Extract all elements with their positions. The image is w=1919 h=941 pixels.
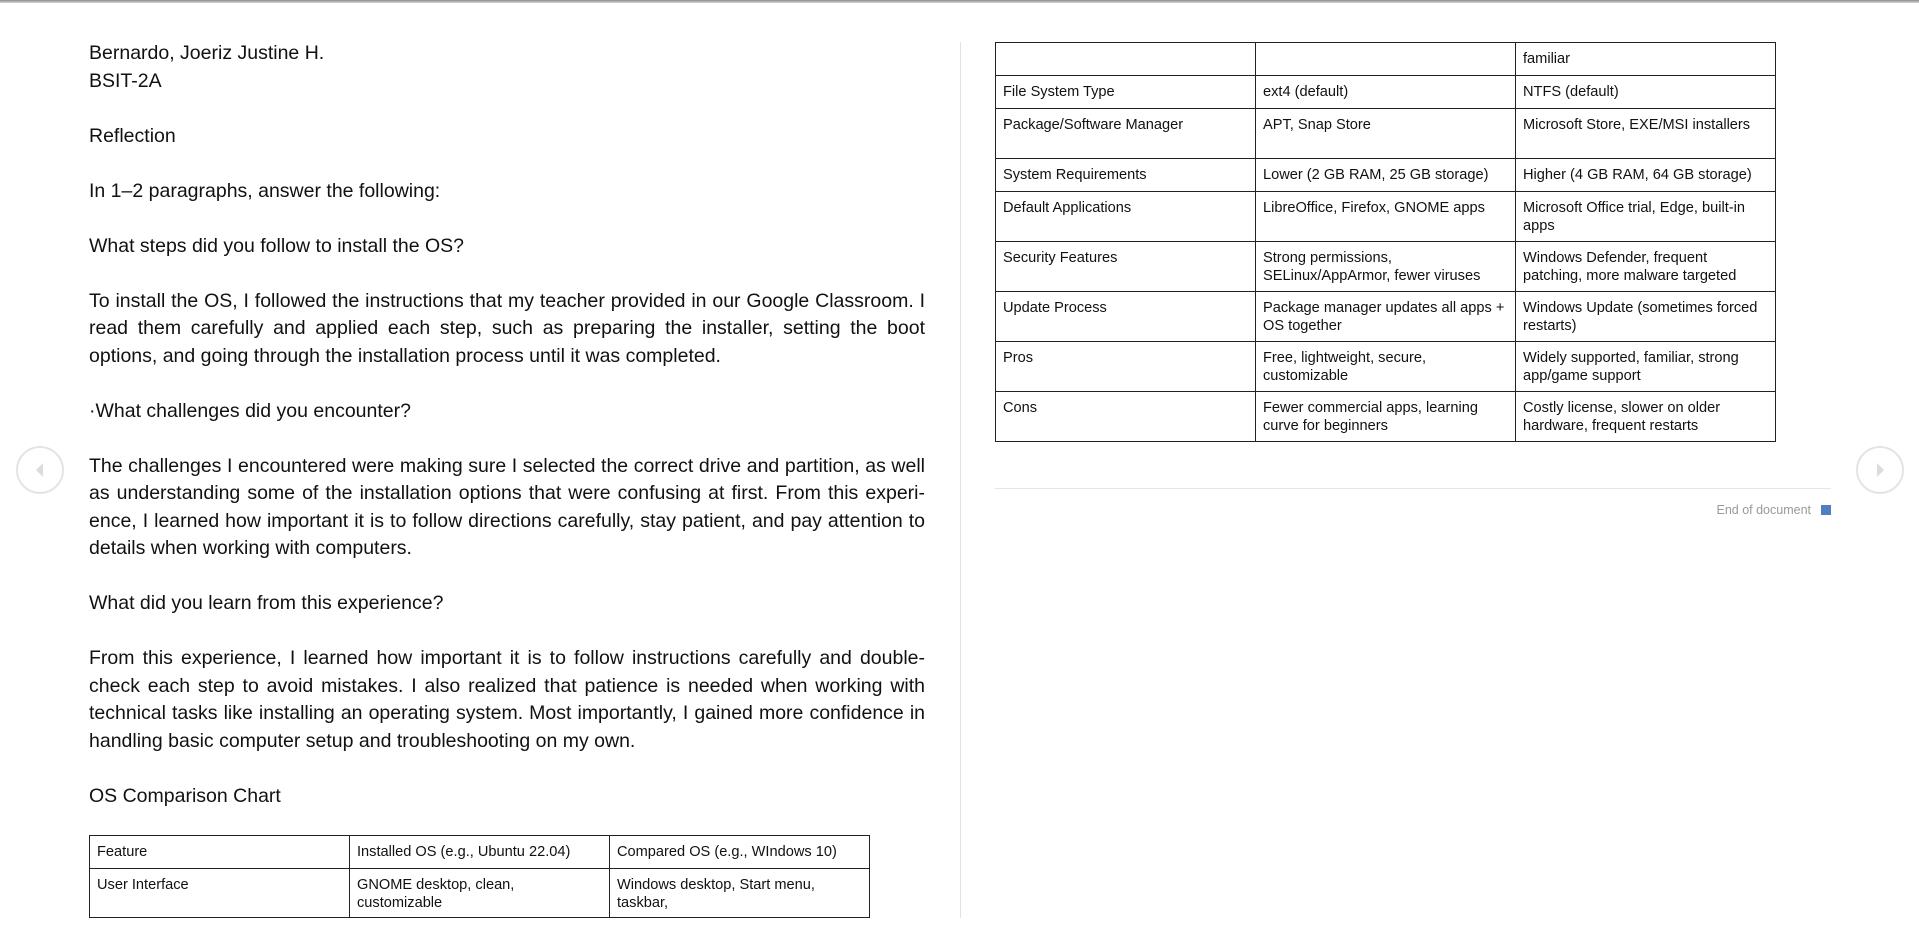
section-label: BSIT-2A: [89, 69, 162, 92]
table-cell: Lower (2 GB RAM, 25 GB storage): [1256, 159, 1516, 192]
answer-3: From this experience, I learned how important it is to follow instructions carefully and double-check each step to avoid mistakes. I also realized that patience is needed when working with technical tasks like installing an operating system. Most importantly, I gained more confidence in handling basic computer setup and troubleshooting on my own.: [89, 647, 925, 752]
table-cell: Microsoft Office trial, Edge, built-in apps: [1516, 192, 1776, 242]
table-cell: familiar: [1516, 43, 1776, 76]
end-of-document-label: End of document: [1716, 503, 1811, 517]
answer-2: The challenges I encountered were making sure I selected the correct drive and partition, as well as understanding some of the installation options that were confusing at first. From this experience, I learned how important it is to follow directions carefully, stay patient, and pay attention to details when working with computers.: [89, 454, 925, 559]
author-name: Bernardo, Joeriz Justine H.: [89, 42, 325, 64]
table-cell: ext4 (default): [1256, 76, 1516, 109]
table-cell: Free, lightweight, secure, customizable: [1256, 342, 1516, 392]
viewer-top-edge: [0, 0, 1919, 3]
question-3: What did you learn from this experience?: [89, 592, 444, 614]
instruction-text: In 1–2 paragraphs, answer the following:: [89, 179, 441, 202]
document-page-left: [89, 40, 925, 838]
table-cell: System Requirements: [996, 159, 1256, 192]
table-cell: Windows Defender, frequent patching, more malware targeted: [1516, 242, 1776, 292]
table-cell: Pros: [996, 342, 1256, 392]
table-cell: Update Process: [996, 292, 1256, 342]
table-cell: Feature: [90, 836, 350, 869]
question-1: What steps did you follow to install the OS?: [89, 234, 465, 257]
end-marker-icon: [1821, 505, 1831, 515]
table-cell: Microsoft Store, EXE/MSI installers: [1516, 109, 1776, 159]
question-2: ·What challenges did you encounter?: [89, 399, 411, 422]
previous-page-button[interactable]: [16, 446, 64, 494]
table-row: [996, 192, 1776, 242]
table-row: [996, 109, 1776, 159]
os-comparison-table-part2: [995, 42, 1776, 442]
table-cell: Default Applications: [996, 192, 1256, 242]
table-cell: Strong permissions, SELinux/AppArmor, fewer viruses: [1256, 242, 1516, 292]
table-row: [996, 43, 1776, 76]
table-cell: User Interface: [90, 869, 350, 918]
table-cell: Package/Software Manager: [996, 109, 1256, 159]
table-cell: [1256, 43, 1516, 76]
chart-heading: OS Comparison Chart: [89, 784, 281, 807]
table-cell: GNOME desktop, clean, customizable: [350, 869, 610, 918]
chevron-right-icon: [1871, 461, 1889, 479]
table-row: [996, 76, 1776, 109]
page-divider: [960, 42, 961, 918]
table-cell: Compared OS (e.g., WIndows 10): [610, 836, 870, 869]
table-row: [996, 242, 1776, 292]
table-cell: [996, 43, 1256, 76]
table-cell: Security Features: [996, 242, 1256, 292]
chevron-left-icon: [31, 461, 49, 479]
table-cell: Cons: [996, 392, 1256, 442]
table-row: [996, 392, 1776, 442]
table-row: [90, 869, 870, 918]
table-row: [90, 836, 870, 869]
os-comparison-table-part1: [89, 835, 870, 918]
table-cell: Windows Update (sometimes forced restarts): [1516, 292, 1776, 342]
table-cell: Higher (4 GB RAM, 64 GB storage): [1516, 159, 1776, 192]
table-cell: Costly license, slower on older hardware, frequent restarts: [1516, 392, 1776, 442]
table-cell: Widely supported, familiar, strong app/game support: [1516, 342, 1776, 392]
table-cell: Package manager updates all apps + OS together: [1256, 292, 1516, 342]
table-row: [996, 159, 1776, 192]
end-of-document: [1716, 503, 1831, 517]
next-page-button[interactable]: [1856, 446, 1904, 494]
end-of-document-rule: [995, 488, 1831, 489]
reflection-title: Reflection: [89, 124, 176, 147]
table-cell: APT, Snap Store: [1256, 109, 1516, 159]
table-cell: File System Type: [996, 76, 1256, 109]
table-cell: LibreOffice, Firefox, GNOME apps: [1256, 192, 1516, 242]
table-cell: Windows desktop, Start menu, taskbar,: [610, 869, 870, 918]
table-row: [996, 292, 1776, 342]
table-row: [996, 342, 1776, 392]
table-cell: NTFS (default): [1516, 76, 1776, 109]
table-cell: Fewer commercial apps, learning curve for beginners: [1256, 392, 1516, 442]
answer-1: To install the OS, I followed the instructions that my teacher provided in our Google Classroom. I read them carefully and applied each step, such as preparing the installer, setting the boot options, and going through the installation process until it was completed.: [89, 289, 925, 367]
table-cell: Installed OS (e.g., Ubuntu 22.04): [350, 836, 610, 869]
